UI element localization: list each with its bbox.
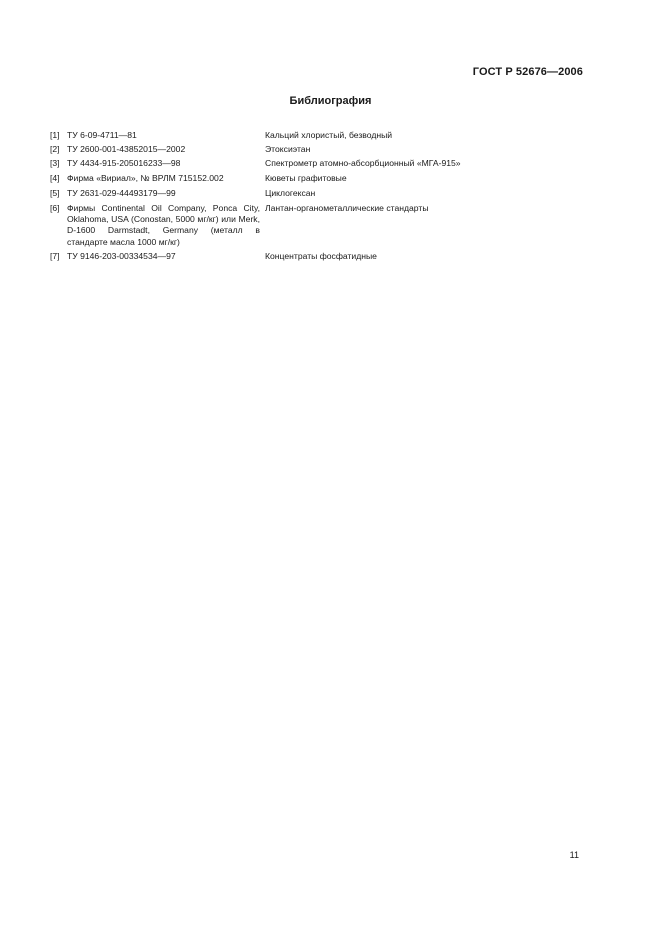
bibliography-list: [50, 130, 500, 265]
reference-title: Кюветы графитовые: [265, 173, 347, 183]
reference-item: [50, 158, 500, 173]
reference-number: [4]: [50, 173, 60, 183]
reference-title: Концентраты фосфатидные: [265, 251, 377, 261]
reference-source: ТУ 4434-915-205016233—98: [67, 158, 181, 168]
document-code: ГОСТ Р 52676—2006: [472, 66, 583, 78]
reference-title: Кальций хлористый, безводный: [265, 130, 393, 140]
reference-source: ТУ 2600-001-43852015—2002: [67, 144, 186, 154]
reference-number: [3]: [50, 158, 60, 168]
page-number: 11: [569, 850, 579, 860]
reference-title: Циклогексан: [265, 188, 316, 198]
reference-number: [5]: [50, 188, 60, 198]
reference-item: [50, 251, 500, 265]
reference-source: ТУ 2631-029-44493179—99: [67, 188, 176, 198]
reference-item: [50, 173, 500, 188]
reference-item: [50, 130, 500, 144]
reference-number: [1]: [50, 130, 60, 140]
reference-source: ТУ 6-09-4711—81: [67, 130, 137, 140]
reference-title: Спектрометр атомно-абсорбционный «МГА-915»: [265, 158, 461, 168]
reference-item: [50, 203, 500, 251]
reference-title: Этоксиэтан: [265, 144, 311, 154]
reference-source: Фирма «Вириал», № ВРЛМ 715152.002: [67, 173, 224, 183]
reference-item: [50, 188, 500, 203]
reference-item: [50, 144, 500, 158]
reference-source: ТУ 9146-203-00334534—97: [67, 251, 176, 261]
reference-number: [2]: [50, 144, 60, 154]
reference-title: Лантан-органометаллические стандарты: [265, 203, 429, 213]
section-title: Библиография: [289, 95, 372, 107]
reference-number: [6]: [50, 203, 60, 213]
reference-source: Фирмы Continental Oil Company, Ponca City, Oklahoma, USA (Conostan, 5000 мг/кг) или Merk, D-1600 Darmstadt, Germany (металл в стандарте масла 1000 мг/кг): [67, 203, 260, 247]
reference-number: [7]: [50, 251, 60, 261]
